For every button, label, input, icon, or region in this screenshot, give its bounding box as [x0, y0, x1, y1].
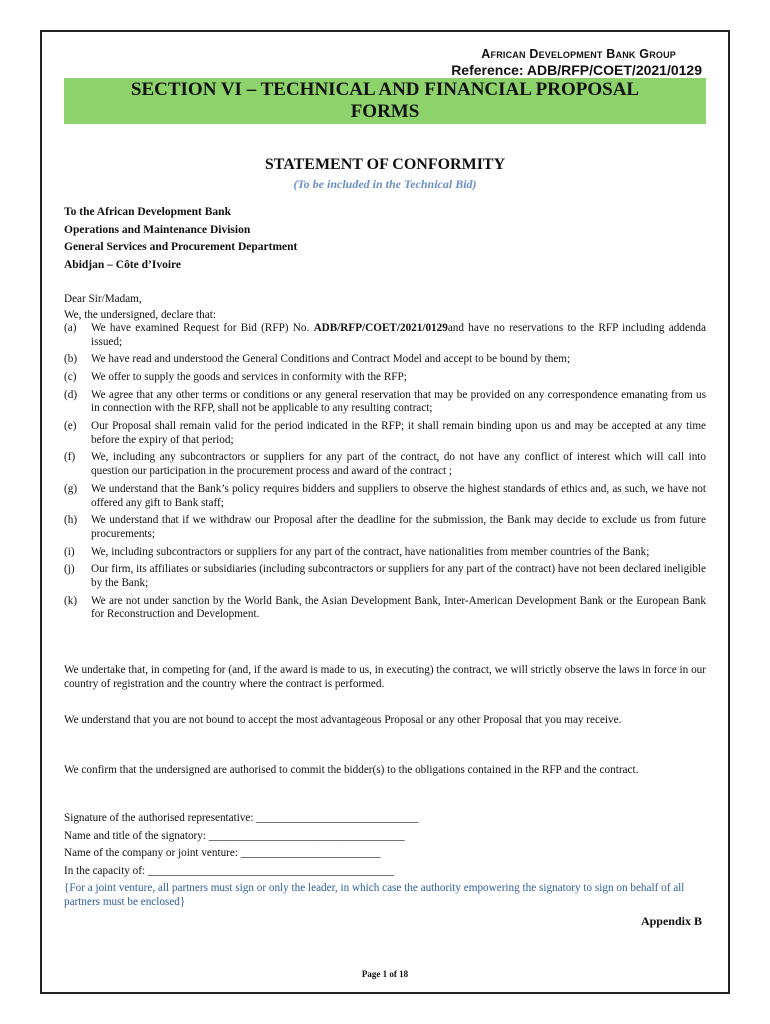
banner-line-1: SECTION VI – TECHNICAL AND FINANCIAL PROPOSAL — [130, 79, 640, 100]
item-text: We, including any subcontractors or suppliers for any part of the contract, do not have any conflict of interest which will call into question our participation in the procurement process and award of the contract ; — [91, 451, 706, 478]
item-text: We understand that the Bank’s policy requires bidders and suppliers to observe the highest standards of ethics and, as such, we have not offered any gift to Bank staff; — [91, 482, 706, 509]
item-marker: (c) — [64, 370, 77, 383]
salutation: Dear Sir/Madam, — [64, 293, 142, 305]
item-marker: (j) — [64, 563, 75, 576]
item-text: We understand that if we withdraw our Proposal after the deadline for the submission, the Bank may decide to exclude us from future procurements; — [91, 514, 706, 540]
signature-block — [64, 810, 419, 880]
address-line: Operations and Maintenance Division — [64, 223, 251, 236]
authorisation-paragraph: We confirm that the undersigned are authorised to commit the bidder(s) to the obligations contained in the RFP and the contract. — [64, 764, 639, 776]
company-name-line: Name of the company or joint venture: _________________________ — [64, 847, 381, 860]
document-title: STATEMENT OF CONFORMITY — [264, 156, 506, 173]
list-item — [64, 353, 706, 367]
item-marker: (f) — [64, 451, 76, 464]
list-item — [64, 420, 706, 448]
item-text: We offer to supply the goods and services in conformity with the RFP; — [91, 370, 407, 383]
page-number: Page 1 of 18 — [361, 969, 409, 979]
item-marker: (e) — [64, 419, 77, 432]
item-marker: (b) — [64, 353, 78, 366]
capacity-line: In the capacity of: ____________________________________________ — [64, 864, 394, 877]
rfp-number: ADB/RFP/COET/2021/0129 — [313, 322, 448, 334]
item-text: We have read and understood the General Conditions and Contract Model and accept to be bound by them; — [91, 353, 571, 366]
undertaking-paragraph: We undertake that, in competing for (and, if the award is made to us, in executing) the contract, we will strictly observe the laws in force in our country of registration and the country where the contract is performed. — [64, 664, 706, 690]
item-text: We agree that any other terms or conditions or any general reservation that may be provided on any correspondence emanating from us in connection with the RFP, shall not be applicable to any resulting contract; — [91, 388, 706, 415]
declaration-list — [64, 322, 706, 626]
signature-line: Signature of the authorised representative: _____________________________ — [64, 812, 419, 824]
appendix-label: Appendix B — [640, 914, 702, 928]
reference-number: Reference: ADB/RFP/COET/2021/0129 — [451, 62, 702, 78]
list-item — [64, 483, 706, 511]
address-line: To the African Development Bank — [64, 206, 231, 218]
item-marker: (g) — [64, 482, 78, 495]
address-line: General Services and Procurement Department — [64, 241, 298, 253]
item-text: We, including subcontractors or suppliers for any part of the contract, have nationalities from member countries of the Bank; — [91, 545, 650, 558]
list-item — [64, 595, 706, 623]
list-item — [64, 371, 706, 385]
document-subtitle: (To be included in the Technical Bid) — [293, 177, 477, 191]
declaration-intro: We, the undersigned, declare that: — [64, 309, 216, 321]
section-banner — [64, 78, 706, 124]
item-text: Our firm, its affiliates or subsidiaries (including subcontractors or suppliers for any part of the contract) have not been declared ineligible by the Bank; — [91, 563, 706, 589]
list-item — [64, 514, 706, 542]
item-marker: (k) — [64, 594, 78, 607]
banner-line-2: FORMS — [350, 101, 420, 122]
address-line: Abidjan – Côte d’Ivoire — [64, 258, 182, 271]
document-page — [40, 30, 730, 994]
list-item: (a) We have examined Request for Bid (RFP) No. ADB/RFP/COET/2021/0129and have no reservations to the RFP including addenda issued; — [64, 322, 706, 348]
list-item — [64, 389, 706, 417]
item-marker: (a) — [64, 322, 77, 334]
list-item — [64, 451, 706, 479]
joint-venture-note: {For a joint venture, all partners must sign or only the leader, in which case the authority empowering the signatory to sign on behalf of all partners must be enclosed} — [64, 882, 685, 908]
list-item — [64, 546, 706, 560]
acceptance-paragraph: We understand that you are not bound to accept the most advantageous Proposal or any other Proposal that you may receive. — [64, 714, 622, 726]
item-text: Our Proposal shall remain valid for the period indicated in the RFP; it shall remain binding upon us and may be accepted at any time before the expiry of that period; — [91, 419, 706, 446]
list-item — [64, 563, 706, 591]
recipient-address — [64, 204, 297, 274]
signatory-name-line: Name and title of the signatory: ___________________________________ — [64, 829, 405, 842]
item-marker: (d) — [64, 388, 78, 401]
item-marker: (i) — [64, 545, 75, 558]
item-text: We are not under sanction by the World Bank, the Asian Development Bank, Inter-American Development Bank or the European Bank for Reconstruction and Development. — [91, 594, 706, 621]
item-marker: (h) — [64, 514, 78, 527]
organization-name: African Development Bank Group — [481, 47, 676, 61]
